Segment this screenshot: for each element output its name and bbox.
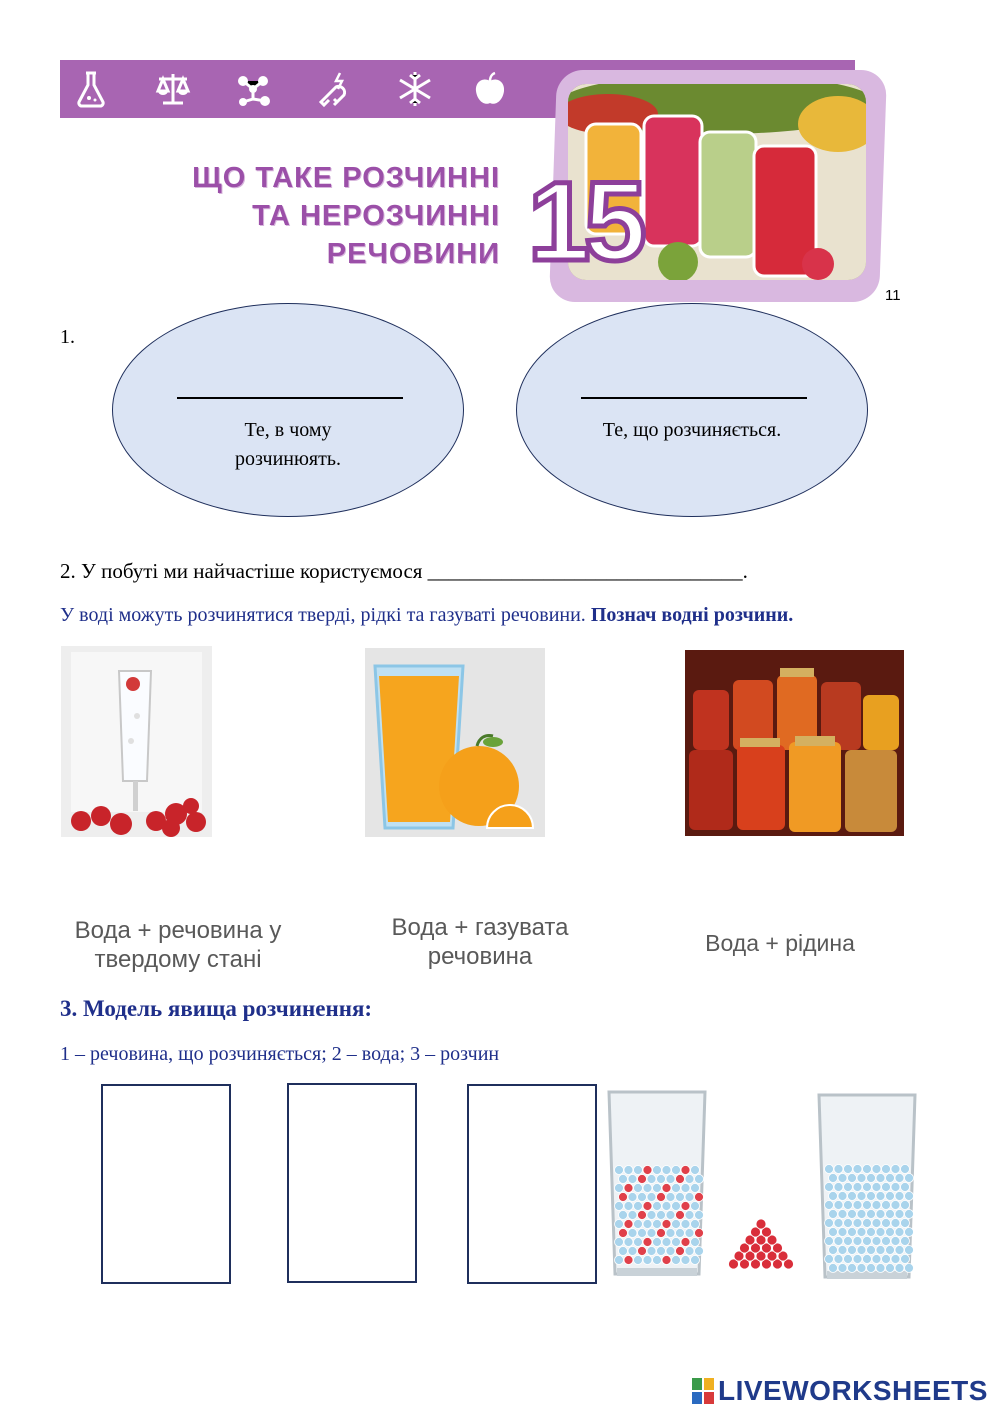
flask-icon	[68, 66, 114, 112]
caption-liquid: Вода + рідина	[705, 930, 855, 956]
question-2	[60, 559, 748, 584]
answer-box-2[interactable]	[287, 1083, 417, 1283]
orange-juice-photo[interactable]	[365, 648, 545, 837]
question-1-number: 1.	[60, 326, 75, 348]
caption-solid: Вода + речовина у твердому стані	[74, 917, 282, 973]
logo-text: LIVEWORKSHEETS	[718, 1375, 988, 1406]
solution-glass-image[interactable]	[605, 1090, 709, 1280]
solute-oval	[516, 303, 868, 517]
solvent-answer-line[interactable]	[177, 397, 403, 399]
scales-icon	[150, 66, 196, 112]
live-logo-icon	[692, 1378, 714, 1404]
caption-gas: Вода + газувата речовина	[391, 914, 569, 970]
solvent-oval-label: Те, в чому розчинюять.	[235, 419, 341, 470]
lesson-number: 15	[528, 159, 641, 284]
liveworksheets-logo	[692, 1375, 988, 1407]
magnet-icon	[315, 66, 361, 112]
section-3-title: 3. Модель явища розчинення:	[60, 996, 373, 1021]
answer-box-3[interactable]	[467, 1084, 597, 1284]
section-3-legend: 1 – речовина, що розчиняється; 2 – вода; 3 – розчин	[60, 1043, 500, 1065]
apple-icon	[467, 66, 513, 112]
title-line-1: ЩО ТАКЕ РОЗЧИННІ	[192, 162, 500, 194]
water-glass-image[interactable]	[815, 1093, 919, 1283]
question-2-number: 2.	[60, 559, 76, 583]
molecule-icon	[230, 66, 276, 112]
instruction	[60, 604, 793, 627]
instruction-bold: Познач водні розчини.	[590, 604, 794, 626]
solute-answer-line[interactable]	[581, 397, 807, 399]
solute-oval-label: Те, що розчиняється.	[602, 419, 782, 441]
title-line-3: РЕЧОВИНИ	[326, 238, 500, 270]
jars-photo[interactable]	[685, 650, 904, 836]
solute-particles-image[interactable]	[725, 1218, 797, 1270]
solvent-oval	[112, 303, 464, 517]
answer-box-1[interactable]	[101, 1084, 231, 1284]
instruction-text: У воді можуть розчинятися тверді, рідкі та газуваті речовини.	[60, 604, 591, 626]
title-line-2: ТА НЕРОЗЧИННІ	[252, 200, 500, 232]
strawberry-glass-photo[interactable]	[61, 646, 212, 837]
snowflake-icon	[392, 66, 438, 112]
page-number: 11	[885, 287, 901, 304]
question-2-sentence: У побуті ми найчастіше користуємося ______________________________.	[75, 559, 748, 583]
